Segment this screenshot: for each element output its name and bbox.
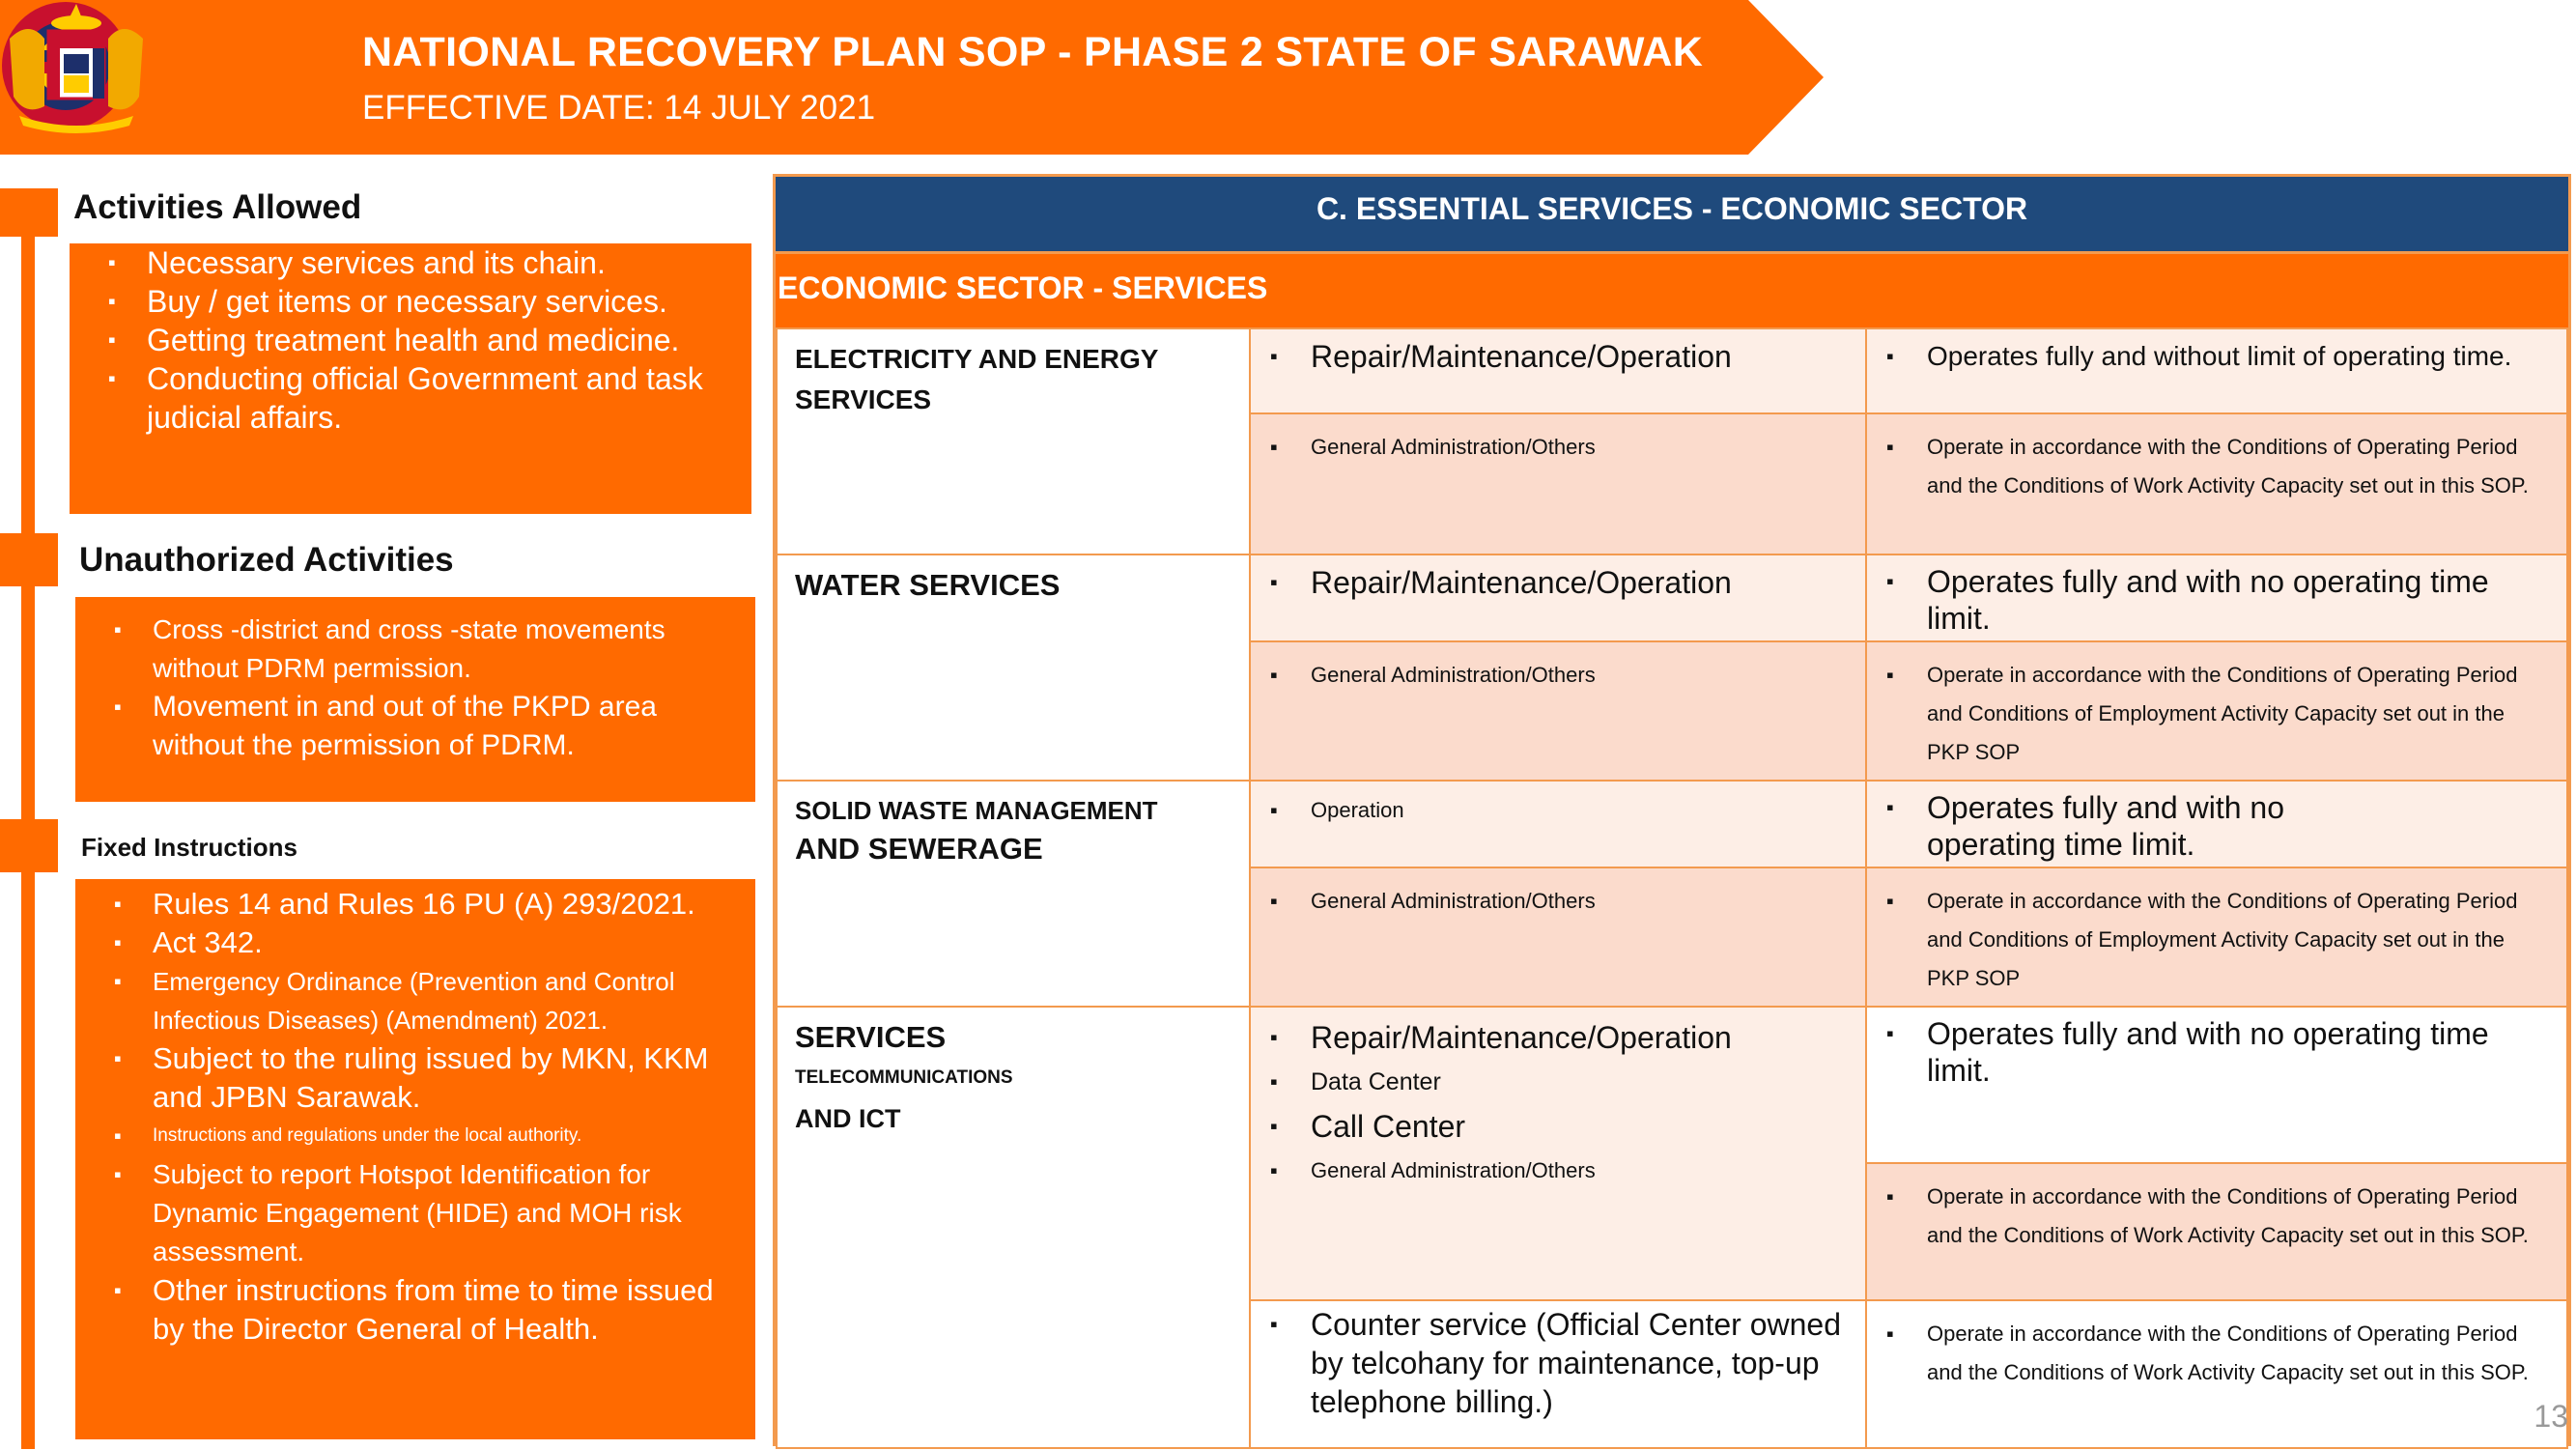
list-item: ▪ Operate in accordance with the Conditions of Operating Period and Conditions of Employment Activity Capacity set out in the PKP SOP bbox=[1886, 656, 2549, 772]
allowed-box bbox=[70, 243, 751, 514]
condition-cell bbox=[1865, 327, 2568, 414]
list-item: ▪ Operates fully and with no operating time limit. bbox=[1886, 789, 2549, 863]
list-item: ▪ Rules 14 and Rules 16 PU (A) 293/2021. bbox=[114, 885, 750, 924]
list-item: ▪ Buy / get items or necessary services. bbox=[108, 282, 748, 321]
category-water bbox=[776, 554, 1251, 782]
list-item: ▪ General Administration/Others bbox=[1270, 1149, 1848, 1193]
condition-cell bbox=[1865, 1162, 2568, 1301]
activity-cell bbox=[1249, 640, 1867, 782]
list-item: ▪ Operate in accordance with the Conditions of Operating Period and the Conditions of Work Activity Capacity set out in this SOP. bbox=[1886, 1315, 2549, 1392]
list-item: ▪ Operates fully and with no operating time limit. bbox=[1886, 563, 2549, 637]
category-label: TELECOMMUNICATIONS bbox=[795, 1067, 1013, 1088]
category-solid-waste bbox=[776, 780, 1251, 1008]
condition-cell bbox=[1865, 412, 2568, 555]
list-item: ▪ Operation bbox=[1270, 791, 1848, 830]
list-item: ▪ Subject to the ruling issued by MKN, KKM and JPBN Sarawak. bbox=[114, 1039, 750, 1117]
list-item: ▪ Operates fully and without limit of operating time. bbox=[1886, 337, 2549, 376]
banner-arrow-shape bbox=[0, 0, 1826, 155]
effective-date: EFFECTIVE DATE: 14 JULY 2021 bbox=[362, 89, 876, 127]
list-item: ▪ Repair/Maintenance/Operation bbox=[1270, 563, 1848, 602]
list-item: ▪ Getting treatment health and medicine. bbox=[108, 321, 748, 359]
fixed-box bbox=[75, 879, 755, 1439]
condition-cell bbox=[1865, 1299, 2568, 1449]
list-item: ▪ Conducting official Government and task judicial affairs. bbox=[108, 359, 748, 437]
category-label: SERVICES bbox=[795, 1020, 947, 1054]
condition-cell bbox=[1865, 867, 2568, 1008]
list-item: ▪ Counter service (Official Center owned by telcohany for maintenance, top-up telephone billing.) bbox=[1270, 1305, 1848, 1421]
page-title: NATIONAL RECOVERY PLAN SOP - PHASE 2 STATE OF SARAWAK bbox=[362, 29, 1704, 75]
list-item: ▪ Repair/Maintenance/Operation bbox=[1270, 1015, 1848, 1060]
condition-cell bbox=[1865, 640, 2568, 782]
table-subheading: ECONOMIC SECTOR - SERVICES bbox=[776, 254, 2568, 327]
unauthorized-heading: Unauthorized Activities bbox=[79, 541, 454, 579]
category-label: WATER SERVICES bbox=[795, 568, 1061, 602]
activity-cell bbox=[1249, 780, 1867, 868]
activity-cell bbox=[1249, 867, 1867, 1008]
condition-cell bbox=[1865, 780, 2568, 868]
category-label: SOLID WASTE MANAGEMENT bbox=[795, 796, 1158, 825]
list-item: ▪ Repair/Maintenance/Operation bbox=[1270, 337, 1848, 376]
page-number: 13 bbox=[2534, 1399, 2568, 1434]
list-item: ▪ General Administration/Others bbox=[1270, 882, 1848, 921]
category-telecommunications bbox=[776, 1006, 1251, 1449]
category-label: AND SEWERAGE bbox=[795, 832, 1043, 866]
list-item: ▪ Cross -district and cross -state movements without PDRM permission. bbox=[114, 611, 751, 688]
condition-cell bbox=[1865, 554, 2568, 642]
activity-cell bbox=[1249, 327, 1867, 414]
fixed-heading: Fixed Instructions bbox=[81, 833, 297, 862]
list-item: ▪ Emergency Ordinance (Prevention and Control Infectious Diseases) (Amendment) 2021. bbox=[114, 962, 750, 1039]
services-table bbox=[773, 174, 2571, 1446]
activity-cell bbox=[1249, 1299, 1867, 1449]
category-electricity bbox=[776, 327, 1251, 555]
section-marker-unauthorized bbox=[0, 533, 58, 586]
header-banner bbox=[0, 0, 1826, 155]
list-item: ▪ General Administration/Others bbox=[1270, 656, 1848, 695]
list-item: ▪ General Administration/Others bbox=[1270, 428, 1848, 467]
section-marker-fixed bbox=[0, 819, 58, 872]
list-item: ▪ Call Center bbox=[1270, 1104, 1848, 1149]
activity-cell bbox=[1249, 412, 1867, 555]
list-item: ▪ Necessary services and its chain. bbox=[108, 243, 748, 282]
list-item: ▪ Data Center bbox=[1270, 1060, 1848, 1104]
activity-cell bbox=[1249, 1006, 1867, 1301]
list-item: ▪ Other instructions from time to time issued by the Director General of Health. bbox=[114, 1271, 750, 1349]
list-item: ▪ Operate in accordance with the Conditions of Operating Period and the Conditions of Work Activity Capacity set out in this SOP. bbox=[1886, 428, 2549, 505]
table-heading: C. ESSENTIAL SERVICES - ECONOMIC SECTOR bbox=[776, 177, 2568, 254]
allowed-heading: Activities Allowed bbox=[73, 188, 362, 226]
activity-cell bbox=[1249, 554, 1867, 642]
category-label: AND ICT bbox=[795, 1104, 901, 1133]
unauthorized-box bbox=[75, 597, 755, 802]
list-item: ▪ Act 342. bbox=[114, 924, 750, 962]
list-item: ▪ Subject to report Hotspot Identification for Dynamic Engagement (HIDE) and MOH risk assessment. bbox=[114, 1155, 750, 1271]
coat-of-arms-logo bbox=[0, 0, 153, 135]
list-item: ▪ Instructions and regulations under the local authority. bbox=[114, 1117, 750, 1155]
condition-cell bbox=[1865, 1006, 2568, 1164]
section-marker-allowed bbox=[0, 188, 58, 237]
list-item: ▪ Operate in accordance with the Conditions of Operating Period and Conditions of Employment Activity Capacity set out in the PKP SOP bbox=[1886, 882, 2549, 998]
category-label: ELECTRICITY AND ENERGY SERVICES bbox=[795, 344, 1158, 414]
list-item: ▪ Operates fully and with no operating time limit. bbox=[1886, 1015, 2549, 1089]
list-item: ▪ Operate in accordance with the Conditions of Operating Period and the Conditions of Work Activity Capacity set out in this SOP. bbox=[1886, 1178, 2549, 1255]
list-item: ▪ Movement in and out of the PKPD area without the permission of PDRM. bbox=[114, 688, 751, 765]
